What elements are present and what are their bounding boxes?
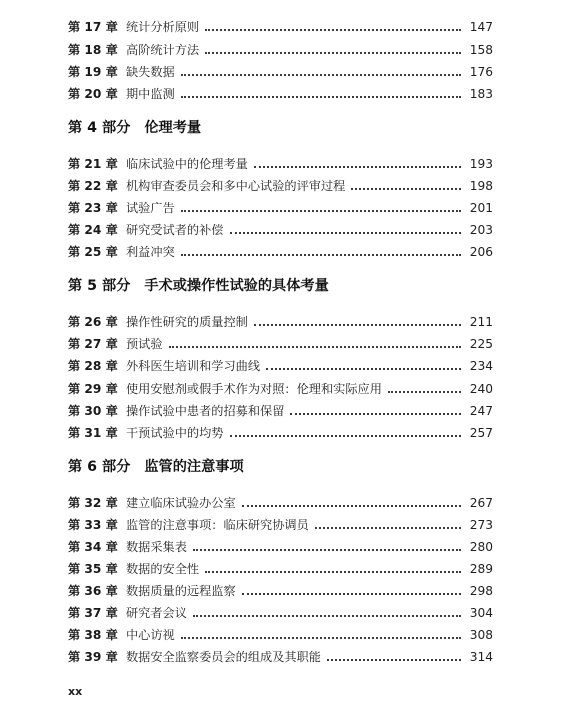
chapter-number: 第 19 章 bbox=[68, 65, 118, 79]
toc-entry[interactable] bbox=[68, 335, 493, 353]
part-heading bbox=[68, 456, 244, 478]
chapter-number: 第 25 章 bbox=[68, 245, 118, 259]
dot-leader bbox=[254, 322, 461, 326]
chapter-title: 机构审查委员会和多中心试验的评审过程 bbox=[126, 179, 346, 193]
page-number: 280 bbox=[469, 540, 493, 554]
chapter-title: 使用安慰剂或假手术作为对照：伦理和实际应用 bbox=[126, 382, 382, 396]
dot-leader bbox=[327, 657, 461, 661]
chapter-number: 第 26 章 bbox=[68, 315, 118, 329]
chapter-number: 第 34 章 bbox=[68, 540, 118, 554]
dot-leader bbox=[205, 569, 461, 573]
page-number: 211 bbox=[469, 315, 493, 329]
chapter-title: 操作性研究的质量控制 bbox=[126, 315, 248, 329]
chapter-title: 试验广告 bbox=[126, 201, 175, 215]
dot-leader bbox=[169, 344, 461, 348]
toc-entry[interactable] bbox=[68, 494, 493, 512]
part-title: 伦理考量 bbox=[144, 120, 202, 136]
page-number: 193 bbox=[469, 157, 493, 171]
chapter-number: 第 20 章 bbox=[68, 87, 118, 101]
toc-entry[interactable] bbox=[68, 560, 493, 578]
chapter-title: 建立临床试验办公室 bbox=[126, 496, 236, 510]
page-number: 304 bbox=[469, 606, 493, 620]
page-number: 206 bbox=[469, 245, 493, 259]
page-number: 203 bbox=[469, 223, 493, 237]
page-number: 183 bbox=[469, 87, 493, 101]
chapter-number: 第 24 章 bbox=[68, 223, 118, 237]
dot-leader bbox=[290, 411, 461, 415]
chapter-title: 干预试验中的均势 bbox=[126, 426, 224, 440]
chapter-number: 第 31 章 bbox=[68, 426, 118, 440]
dot-leader bbox=[205, 50, 461, 54]
dot-leader bbox=[230, 433, 462, 437]
chapter-title: 临床试验中的伦理考量 bbox=[126, 157, 248, 171]
toc-entry[interactable] bbox=[68, 380, 493, 398]
toc-entry[interactable] bbox=[68, 357, 493, 375]
page-number: 201 bbox=[469, 201, 493, 215]
part-label: 第 6 部分 bbox=[68, 459, 131, 475]
dot-leader bbox=[205, 27, 461, 31]
toc-entry[interactable] bbox=[68, 626, 493, 644]
chapter-number: 第 17 章 bbox=[68, 20, 118, 34]
toc-entry[interactable] bbox=[68, 516, 493, 534]
page-number: 158 bbox=[469, 43, 493, 57]
chapter-title: 利益冲突 bbox=[126, 245, 175, 259]
toc-entry[interactable] bbox=[68, 402, 493, 420]
dot-leader bbox=[181, 635, 461, 639]
chapter-title: 预试验 bbox=[126, 337, 163, 351]
chapter-number: 第 39 章 bbox=[68, 650, 118, 664]
toc-entry[interactable] bbox=[68, 155, 493, 173]
page-number: 234 bbox=[469, 359, 493, 373]
dot-leader bbox=[181, 208, 461, 212]
page-number: 257 bbox=[469, 426, 493, 440]
part-title: 监管的注意事项 bbox=[144, 459, 244, 475]
chapter-number: 第 37 章 bbox=[68, 606, 118, 620]
dot-leader bbox=[242, 503, 461, 507]
page-number: 298 bbox=[469, 584, 493, 598]
chapter-number: 第 33 章 bbox=[68, 518, 118, 532]
page-number: 314 bbox=[469, 650, 493, 664]
chapter-number: 第 36 章 bbox=[68, 584, 118, 598]
chapter-title: 数据的安全性 bbox=[126, 562, 200, 576]
part-title: 手术或操作性试验的具体考量 bbox=[144, 278, 329, 294]
dot-leader bbox=[242, 591, 461, 595]
dot-leader bbox=[181, 94, 461, 98]
chapter-title: 数据质量的远程监察 bbox=[126, 584, 236, 598]
toc-entry[interactable] bbox=[68, 177, 493, 195]
toc-entry[interactable] bbox=[68, 313, 493, 331]
page-number: 247 bbox=[469, 404, 493, 418]
page-number: 308 bbox=[469, 628, 493, 642]
toc-entry[interactable] bbox=[68, 243, 493, 261]
page-number: 147 bbox=[469, 20, 493, 34]
dot-leader bbox=[266, 366, 461, 370]
chapter-number: 第 18 章 bbox=[68, 43, 118, 57]
toc-entry[interactable] bbox=[68, 648, 493, 666]
chapter-number: 第 30 章 bbox=[68, 404, 118, 418]
chapter-number: 第 28 章 bbox=[68, 359, 118, 373]
toc-entry[interactable] bbox=[68, 85, 493, 103]
dot-leader bbox=[193, 547, 461, 551]
chapter-number: 第 27 章 bbox=[68, 337, 118, 351]
toc-entry[interactable] bbox=[68, 199, 493, 217]
toc-entry[interactable] bbox=[68, 582, 493, 600]
chapter-title: 高阶统计方法 bbox=[126, 43, 200, 57]
chapter-number: 第 21 章 bbox=[68, 157, 118, 171]
chapter-title: 数据安全监察委员会的组成及其职能 bbox=[126, 650, 321, 664]
dot-leader bbox=[351, 186, 461, 190]
toc-entry[interactable] bbox=[68, 538, 493, 556]
chapter-number: 第 22 章 bbox=[68, 179, 118, 193]
chapter-title: 缺失数据 bbox=[126, 65, 175, 79]
toc-entry[interactable] bbox=[68, 41, 493, 59]
chapter-title: 操作试验中患者的招募和保留 bbox=[126, 404, 285, 418]
chapter-title: 期中监测 bbox=[126, 87, 175, 101]
dot-leader bbox=[315, 525, 461, 529]
page-number: 240 bbox=[469, 382, 493, 396]
dot-leader bbox=[388, 389, 461, 393]
chapter-number: 第 29 章 bbox=[68, 382, 118, 396]
toc-entry[interactable] bbox=[68, 63, 493, 81]
part-heading bbox=[68, 117, 201, 139]
part-heading bbox=[68, 275, 329, 297]
chapter-title: 中心访视 bbox=[126, 628, 175, 642]
chapter-title: 统计分析原则 bbox=[126, 20, 200, 34]
part-label: 第 5 部分 bbox=[68, 278, 131, 294]
page-number: 225 bbox=[469, 337, 493, 351]
toc-entry[interactable] bbox=[68, 424, 493, 442]
dot-leader bbox=[230, 230, 462, 234]
chapter-number: 第 23 章 bbox=[68, 201, 118, 215]
chapter-title: 研究受试者的补偿 bbox=[126, 223, 224, 237]
toc-entry[interactable] bbox=[68, 221, 493, 239]
page-number: 198 bbox=[469, 179, 493, 193]
chapter-title: 监管的注意事项：临床研究协调员 bbox=[126, 518, 309, 532]
page-number: 273 bbox=[469, 518, 493, 532]
page-number: 267 bbox=[469, 496, 493, 510]
page-number: 289 bbox=[469, 562, 493, 576]
dot-leader bbox=[181, 252, 461, 256]
chapter-title: 研究者会议 bbox=[126, 606, 187, 620]
chapter-title: 外科医生培训和学习曲线 bbox=[126, 359, 261, 373]
dot-leader bbox=[181, 72, 461, 76]
chapter-number: 第 32 章 bbox=[68, 496, 118, 510]
toc-entry[interactable] bbox=[68, 18, 493, 36]
page-folio: xx bbox=[68, 685, 83, 698]
dot-leader bbox=[193, 613, 461, 617]
dot-leader bbox=[254, 164, 461, 168]
chapter-number: 第 38 章 bbox=[68, 628, 118, 642]
toc-entry[interactable] bbox=[68, 604, 493, 622]
chapter-number: 第 35 章 bbox=[68, 562, 118, 576]
part-label: 第 4 部分 bbox=[68, 120, 131, 136]
chapter-title: 数据采集表 bbox=[126, 540, 187, 554]
page-number: 176 bbox=[469, 65, 493, 79]
